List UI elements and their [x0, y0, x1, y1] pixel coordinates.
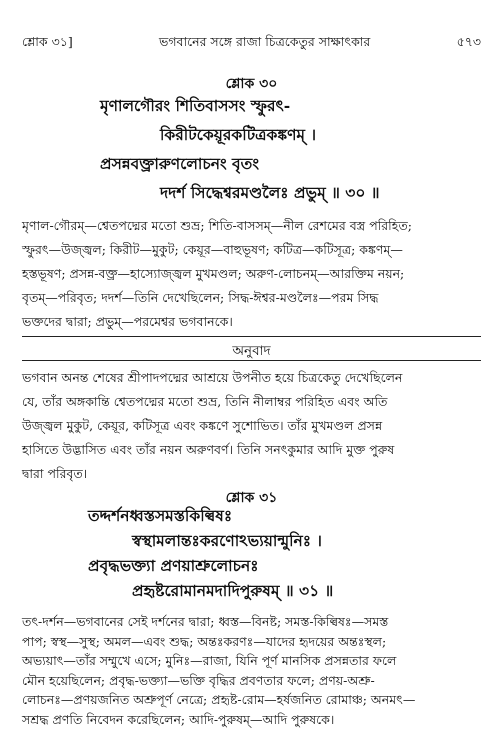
- translation-line: দ্বারা পরিবৃত।: [22, 466, 88, 481]
- translation-text: [22, 366, 481, 486]
- synonyms-31-line: লোচনঃ—প্রণয়জনিত অশ্রুপূর্ণ নেত্রে; প্রহৃষ্ট-রোম—হর্ষজনিত রোমাঞ্চ; অনমৎ—: [22, 692, 416, 707]
- verse-31-line-4: প্রহৃষ্টরোমানমদাদিপুরুষম্ ॥ ৩১ ॥: [132, 581, 334, 600]
- synonyms-30-line: হস্তভূষণ; প্রসন্ন-বক্ত্র—হাস্যোজ্জ্বল মুখমণ্ডল; অরুণ-লোচনম্—আরক্তিম নয়ন;: [22, 266, 405, 281]
- verse-31-title: শ্লোক ৩১: [225, 490, 278, 506]
- synonyms-31-line: অভ্যয়াৎ—তাঁর সম্মুখে এসে; মুনিঃ—রাজা, যিনি পূর্ণ মানসিক প্রসন্নতার ফলে: [22, 653, 397, 668]
- synonyms-31-line: তৎ-দর্শন—ভগবানের সেই দর্শনের দ্বারা; ধ্বস্ত—বিনষ্ট; সমস্ত-কিল্বিষঃ—সমস্ত: [22, 614, 389, 629]
- header-verse-ref: শ্লোক ৩১]: [22, 34, 73, 49]
- synonyms-30: [22, 214, 481, 334]
- synonyms-31: [22, 612, 481, 729]
- translation-line: যে, তাঁর অঙ্গকান্তি শ্বেতপদ্মের মতো শুভ্র, তিনি নীলাম্বর পরিহিত এবং অতি: [22, 394, 388, 409]
- synonyms-30-line: স্ফুরৎ—উজ্জ্বল; কিরীট—মুকুট; কেয়ূর—বাহুভূষণ; কটিত্র—কটিসূত্র; কঙ্কণম্—: [22, 242, 403, 257]
- verse-30-line-2: কিরীটকেয়ূরকটিত্রকঙ্কণম্ ।: [160, 125, 316, 144]
- synonyms-30-line: ভক্তদের দ্বারা; প্রভুম্—পরমেশ্বর ভগবানকে।: [22, 314, 233, 329]
- verse-31-line-3: প্রবৃদ্ধভক্ত্যা প্রণয়াশ্রুলোচনঃ: [88, 556, 259, 575]
- synonyms-30-line: মৃণাল-গৌরম্—শ্বেতপদ্মের মতো শুভ্র; শিতি-বাসসম্—নীল রেশমের বস্ত্র পরিহিত;: [22, 218, 412, 233]
- verse-30-line-4: দদর্শ সিদ্ধেশ্বরমণ্ডলৈঃ প্রভুম্ ॥ ৩০ ॥: [160, 183, 380, 202]
- synonyms-30-line: বৃতম্—পরিবৃত; দদর্শ—তিনি দেখেছিলেন; সিদ্ধ-ঈশ্বর-মণ্ডলৈঃ—পরম সিদ্ধ: [22, 290, 379, 305]
- translation-title: অনুবাদ: [232, 343, 271, 359]
- verse-30-line-1: মৃণালগৌরং শিতিবাসসং স্ফুরৎ-: [100, 96, 291, 115]
- synonyms-31-line: পাপ; স্বস্থ—সুস্থ; অমল—এবং শুদ্ধ; অন্তঃকরণঃ—যাদের হৃদয়ের অন্তঃস্থল;: [22, 633, 387, 649]
- translation-line: হাসিতে উদ্ভাসিত এবং তাঁর নয়ন অরুণবর্ণ। তিনি সনৎকুমার আদি মুক্ত পুরুষ: [22, 442, 395, 457]
- running-header: [22, 34, 481, 54]
- synonyms-31-line: মৌন হয়েছিলেন; প্রবৃদ্ধ-ভক্ত্যা—ভক্তি বৃদ্ধির প্রবণতার ফলে; প্রণয়-অশ্রু-: [22, 672, 375, 688]
- verse-30-line-3: প্রসন্নবক্ত্রারুণলোচনং বৃতং: [100, 154, 259, 173]
- synonyms-31-line: সশ্রদ্ধ প্রণতি নিবেদন করেছিলেন; আদি-পুরুষম্—আদি পুরুষকে।: [22, 711, 335, 727]
- translation-line: উজ্জ্বল মুকুট, কেয়ূর, কটিসূত্র এবং কঙ্কণে সুশোভিত। তাঁর মুখমণ্ডল প্রসন্ন: [22, 418, 383, 433]
- verse-30-title: শ্লোক ৩০: [225, 76, 278, 92]
- translation-rule-bottom: [22, 360, 481, 361]
- verse-31-line-2: স্বস্থামলান্তঃকরণোঽভ্যয়ান্মুনিঃ ।: [132, 531, 322, 550]
- translation-rule-top: [22, 336, 481, 337]
- header-chapter-title: ভগবানের সঙ্গে রাজা চিত্রকেতুর সাক্ষাৎকার: [159, 34, 371, 49]
- page-number: ৫৭৩: [456, 34, 481, 49]
- translation-line: ভগবান অনন্ত শেষের শ্রীপাদপদ্মের আশ্রয়ে উপনীত হয়ে চিত্রকেতু দেখেছিলেন: [22, 370, 403, 385]
- verse-31-line-1: তদ্দর্শনধ্বস্তসমস্তকিল্বিষঃ: [88, 506, 233, 525]
